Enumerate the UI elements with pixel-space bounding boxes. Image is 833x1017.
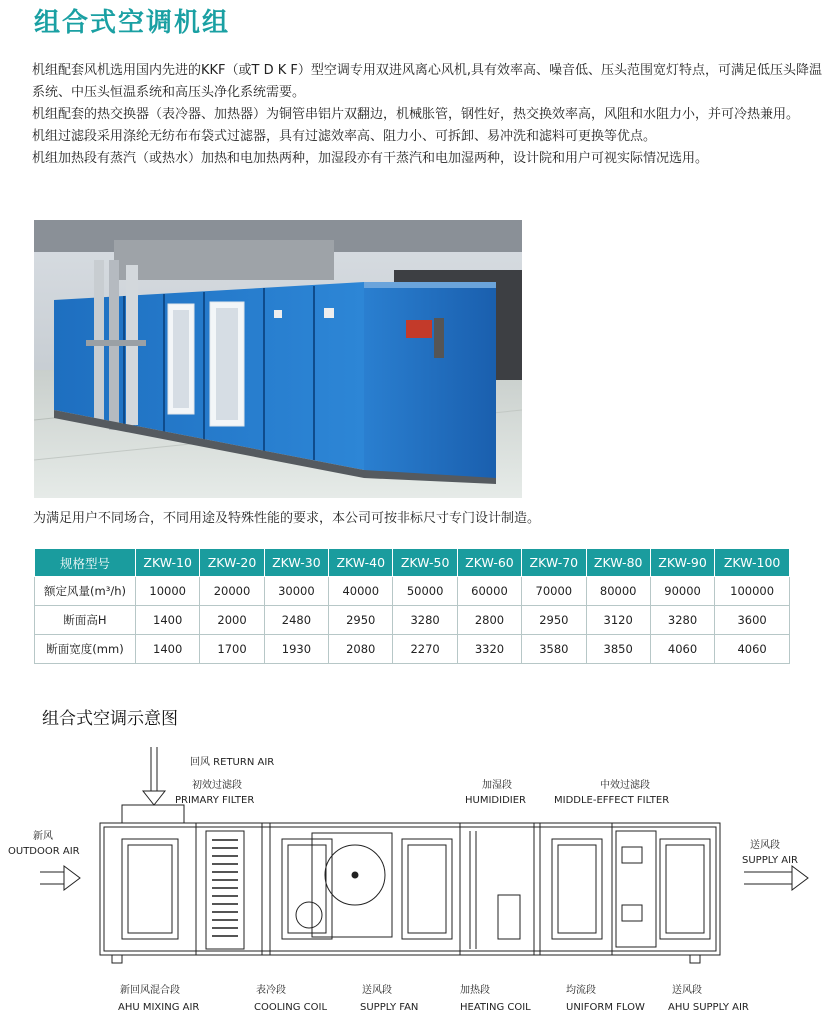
diagram-title: 组合式空调示意图 xyxy=(42,709,178,729)
middle-filter-label-en: MIDDLE-EFFECT FILTER xyxy=(554,795,670,806)
table-cell: 2000 xyxy=(200,606,264,635)
table-cell: 1400 xyxy=(136,635,200,664)
section-label-cn: 均流段 xyxy=(566,985,596,996)
intro-paragraph: 机组加热段有蒸汽（或热水）加热和电加热两种，加湿段亦有干蒸汽和电加湿两种，设计院和用户可视实际情况选用。 xyxy=(32,151,709,166)
table-header-cell: ZKW-100 xyxy=(715,549,790,577)
table-cell: 40000 xyxy=(329,577,393,606)
humidifier-label-en: HUMIDIDIER xyxy=(465,795,526,806)
primary-filter-label-cn: 初效过滤段 xyxy=(192,780,242,791)
intro-paragraph: 机组配套的热交换器（表冷器、加热器）为铜管串铝片双翻边，机械胀管，钢性好，热交换效率高，风阻和水阻力小，并可冷热兼用。 xyxy=(32,107,800,122)
table-header-cell: ZKW-20 xyxy=(200,549,264,577)
humidifier-label-cn: 加湿段 xyxy=(482,780,512,791)
table-cell: 2950 xyxy=(522,606,586,635)
table-cell: 1930 xyxy=(264,635,328,664)
primary-filter-label-en: PRIMARY FILTER xyxy=(175,795,255,806)
table-cell: 2080 xyxy=(329,635,393,664)
table-row xyxy=(35,606,790,635)
intro-text xyxy=(32,60,822,170)
table-cell: 3320 xyxy=(457,635,521,664)
supply-air-label-cn: 送风段 xyxy=(750,840,780,851)
table-header-cell: ZKW-60 xyxy=(457,549,521,577)
ahu-photo xyxy=(34,220,522,498)
table-header-cell: ZKW-30 xyxy=(264,549,328,577)
table-cell: 70000 xyxy=(522,577,586,606)
table-header-cell: ZKW-40 xyxy=(329,549,393,577)
section-label-cn: 新回风混合段 xyxy=(120,985,180,996)
supply-air-label-en: SUPPLY AIR xyxy=(742,855,798,866)
section-label-cn: 加热段 xyxy=(460,985,490,996)
spec-table xyxy=(34,548,790,664)
table-row-label: 断面宽度(mm) xyxy=(35,635,136,664)
section-label-en: HEATING COIL xyxy=(460,1002,531,1013)
table-cell: 1700 xyxy=(200,635,264,664)
table-cell: 3580 xyxy=(522,635,586,664)
section-label-en: UNIFORM FLOW xyxy=(566,1002,645,1013)
table-row xyxy=(35,635,790,664)
table-header-cell: ZKW-50 xyxy=(393,549,457,577)
table-cell: 3600 xyxy=(715,606,790,635)
table-cell: 80000 xyxy=(586,577,650,606)
table-cell: 100000 xyxy=(715,577,790,606)
caption: 为满足用户不同场合，不同用途及特殊性能的要求，本公司可按非标尺寸专门设计制造。 xyxy=(33,511,541,526)
table-cell: 2800 xyxy=(457,606,521,635)
table-cell: 20000 xyxy=(200,577,264,606)
section-label-cn: 送风段 xyxy=(672,985,702,996)
table-cell: 2480 xyxy=(264,606,328,635)
section-label-en: AHU MIXING AIR xyxy=(118,1002,200,1013)
page-title: 组合式空调机组 xyxy=(34,8,231,38)
outdoor-air-label-cn: 新风 xyxy=(33,831,53,842)
intro-paragraph: 机组配套风机选用国内先进的KKF（或T D K F）型空调专用双进风离心风机,具有效率高、噪音低、压头范围宽灯特点，可满足低压头降温系统、中压头恒温系统和高压头净化系统需要。 xyxy=(32,63,823,100)
outdoor-air-label-en: OUTDOOR AIR xyxy=(8,846,80,857)
table-cell: 2950 xyxy=(329,606,393,635)
table-header-cell: 规格型号 xyxy=(35,549,136,577)
table-cell: 60000 xyxy=(457,577,521,606)
section-label-en: COOLING COIL xyxy=(254,1002,328,1013)
table-cell: 50000 xyxy=(393,577,457,606)
section-label-cn: 送风段 xyxy=(362,985,392,996)
table-cell: 4060 xyxy=(715,635,790,664)
table-header-cell: ZKW-10 xyxy=(136,549,200,577)
table-cell: 3280 xyxy=(393,606,457,635)
table-row-label: 额定风量(m³/h) xyxy=(35,577,136,606)
section-label-en: SUPPLY FAN xyxy=(360,1002,419,1013)
intro-paragraph: 机组过滤段采用涤纶无纺布布袋式过滤器，具有过滤效率高、阻力小、可拆卸、易冲洗和滤料可更换等优点。 xyxy=(32,129,657,144)
table-header-cell: ZKW-80 xyxy=(586,549,650,577)
section-label-en: AHU SUPPLY AIR xyxy=(668,1002,749,1013)
table-cell: 1400 xyxy=(136,606,200,635)
ahu-diagram xyxy=(0,735,833,1017)
table-header-cell: ZKW-70 xyxy=(522,549,586,577)
table-header-row xyxy=(35,549,790,577)
table-cell: 90000 xyxy=(650,577,714,606)
return-air-label: 回风 RETURN AIR xyxy=(190,757,275,768)
table-cell: 2270 xyxy=(393,635,457,664)
table-cell: 10000 xyxy=(136,577,200,606)
section-label-cn: 表冷段 xyxy=(256,985,286,996)
table-cell: 3120 xyxy=(586,606,650,635)
table-cell: 3850 xyxy=(586,635,650,664)
middle-filter-label-cn: 中效过滤段 xyxy=(600,780,650,791)
table-cell: 3280 xyxy=(650,606,714,635)
table-row xyxy=(35,577,790,606)
table-cell: 4060 xyxy=(650,635,714,664)
table-cell: 30000 xyxy=(264,577,328,606)
table-row-label: 断面高H xyxy=(35,606,136,635)
table-header-cell: ZKW-90 xyxy=(650,549,714,577)
